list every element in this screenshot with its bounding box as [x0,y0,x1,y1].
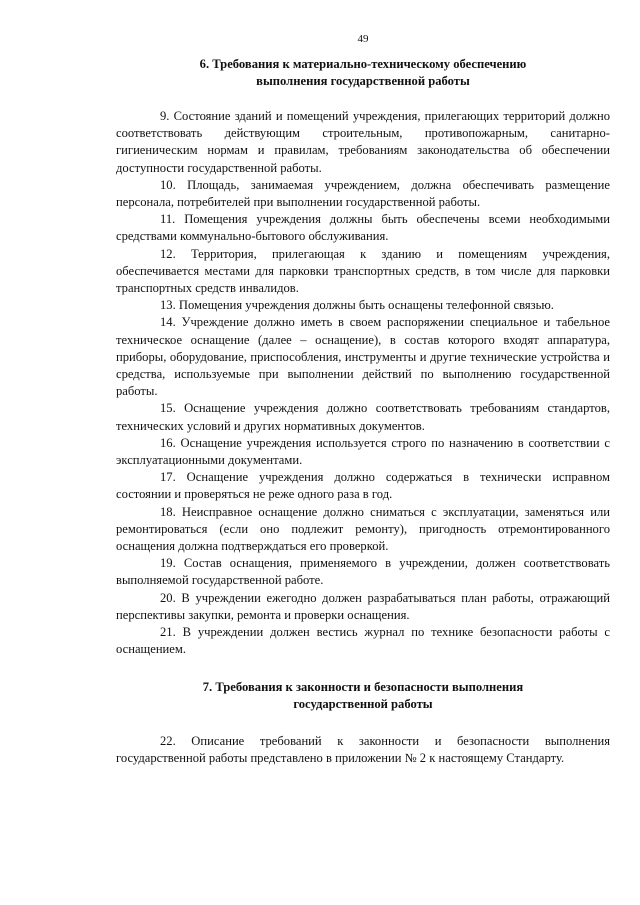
paragraph-17: 17. Оснащение учреждения должно содержаться в технически исправном состоянии и проверяться не реже одного раза в год. [116,470,610,502]
section-7-title-line-2: государственной работы [293,696,433,711]
paragraph-15: 15. Оснащение учреждения должно соответствовать требованиям стандартов, технических условий и других нормативных документов. [116,401,610,433]
section-6-title [116,56,610,90]
section-6-title-line-2: выполнения государственной работы [256,74,470,88]
paragraph-10: 10. Площадь, занимаемая учреждением, должна обеспечивать размещение персонала, потребителей при выполнении государственной работы. [116,177,610,210]
paragraph-12: 12. Территория, прилегающая к зданию и помещениям учреждения, обеспечивается местами для парковки транспортных средств, в том числе для парковки транспортных средств инвалидов. [116,246,610,296]
section-7-title-line-1: 7. Требования к законности и безопасности выполнения [202,679,524,694]
paragraph-22: 22. Описание требований к законности и безопасности выполнения государственной работы представлено в приложении № 2 к настоящему Стандарту. [116,733,610,765]
section-7-title [116,679,610,713]
paragraph-9: 9. Состояние зданий и помещений учреждения, прилегающих территорий должно соответствовать действующим строительным, противопожарным, санитарно-гигиеническим нормам и правилам, требованиям законодательства об обеспечении доступности государственной работы. [116,109,610,175]
paragraph-11: 11. Помещения учреждения должны быть обеспечены всеми необходимыми средствами коммунально-бытового обслуживания. [116,212,610,244]
page-number: 49 [357,33,369,45]
document-page [116,32,610,767]
paragraph-13: 13. Помещения учреждения должны быть оснащены телефонной связью. [160,298,554,313]
paragraph-14: 14. Учреждение должно иметь в своем распоряжении специальное и табельное техническое оснащение (далее – оснащение), в состав которого входят аппаратура, приборы, оборудование, приспособления, инструменты и другие технические устройства и средства, используемые при выполнении действий по выполнению государственной работы. [116,315,610,399]
paragraph-16: 16. Оснащение учреждения используется строго по назначению в соответствии с эксплуатационными документами. [116,435,610,468]
paragraph-18: 18. Неисправное оснащение должно сниматься с эксплуатации, заменяться или ремонтироваться (если оно подлежит ремонту), пригодность отремонтированного оснащения должна подтверждаться его проверкой. [116,504,610,554]
paragraph-21: 21. В учреждении должен вестись журнал по технике безопасности работы с оснащением. [116,625,610,657]
paragraph-20: 20. В учреждении ежегодно должен разрабатываться план работы, отражающий перспективы закупки, ремонта и проверки оснащения. [116,590,610,622]
section-6-title-line-1: 6. Требования к материально-техническому обеспечению [199,57,527,71]
paragraph-19: 19. Состав оснащения, применяемого в учреждении, должен соответствовать выполняемой государственной работе. [116,556,610,588]
